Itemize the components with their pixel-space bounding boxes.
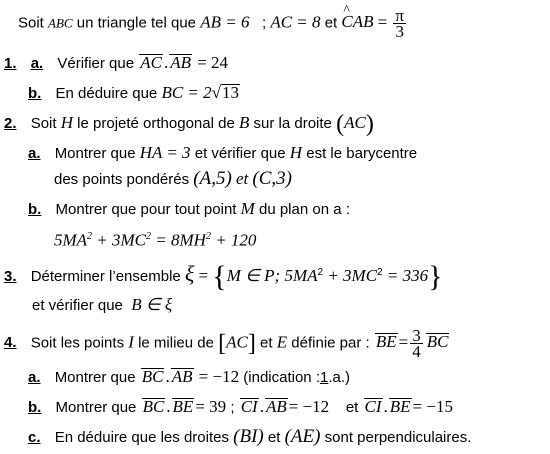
set-def-c: = 336 (382, 266, 429, 285)
sqrt-sign: √ (211, 83, 221, 102)
q1-a-label: a. (30, 55, 44, 72)
frac-num: 3 (412, 326, 421, 345)
q4-a-text: Montrer que (54, 369, 136, 386)
set-square-2: 2 (377, 267, 383, 278)
point-m: M (240, 199, 255, 218)
q2-text1: le projeté orthogonal de (77, 115, 235, 132)
weighted-point-c: (C,3) (252, 168, 292, 189)
dot-b2: . (259, 397, 264, 416)
q4-b-r3: = −15 (412, 397, 453, 416)
q4-b-semicolon: ; (230, 399, 235, 416)
set-def-b: + 3MC (323, 266, 378, 285)
vector-ci-b: CI (240, 397, 258, 416)
line-bi: (BI) (233, 426, 264, 447)
q1-b-text: En déduire que (55, 85, 158, 102)
q1-a-result: = 24 (197, 53, 229, 72)
vector-be: BE (375, 332, 397, 352)
q4-c-label: c. (28, 429, 41, 446)
q4-b-text: Montrer que (55, 399, 137, 416)
q3-line2 (32, 294, 172, 317)
vector-bc-a: BC (141, 367, 164, 386)
vector-ab: AB (170, 53, 192, 72)
q4-a-ind1: (indication : (243, 369, 320, 386)
point-e: E (276, 332, 288, 352)
q2-text2: sur la droite (253, 115, 332, 132)
q2-a-text2: et vérifier que (194, 145, 286, 162)
bc-equation: BC = 2 (161, 83, 212, 102)
paren-left: ( (336, 111, 345, 137)
q2-a-et: et (235, 169, 249, 188)
q2-a-label: a. (28, 145, 41, 162)
b-in-xi: B ∈ ξ (131, 295, 173, 314)
q2-line (4, 112, 374, 135)
set-xi: ξ (184, 261, 195, 286)
line-ac: AC (344, 113, 366, 132)
fraction-three-quarters (410, 328, 423, 359)
q2-a-line2-text: des points pondérés (54, 171, 190, 188)
square-exp-3: 2 (205, 231, 211, 242)
q4-b-label: b. (28, 399, 42, 416)
q2-a-text3: est le barycentre (306, 145, 418, 162)
q4-b-et: et (345, 399, 359, 416)
q4-line (4, 328, 450, 359)
q1-b-line (28, 82, 240, 105)
ha-equation: HA = 3 (139, 143, 191, 162)
q2-a-line2 (54, 168, 292, 191)
bracket-left: [ (218, 330, 227, 357)
triangle-name: ABC (48, 15, 73, 31)
q2-b-line1 (28, 198, 350, 221)
line-ae: (AE) (284, 426, 321, 447)
segment-ac: AC (226, 332, 248, 352)
q4-text3: définie par : (291, 334, 370, 352)
q4-a-ind2: 1 (320, 369, 329, 386)
vector-ab-b: AB (265, 397, 287, 416)
q4-b-r2: = −12 (288, 397, 330, 416)
frac-den: 4 (412, 342, 421, 361)
q4-a-label: a. (28, 369, 41, 386)
q2-b-text2: du plan on a : (258, 201, 350, 218)
intro-soit: Soit (18, 14, 44, 32)
q2-b-equation (54, 226, 256, 252)
q1-a-text: Vérifier que (57, 55, 135, 72)
q4-c-text1: En déduire que les droites (54, 429, 229, 446)
vector-ab-a: AB (171, 367, 193, 386)
point-h: H (60, 113, 73, 132)
q4-text1: Soit les points (30, 334, 125, 352)
q2-b-label: b. (28, 201, 42, 218)
q3-line1 (4, 260, 443, 293)
q2-number: 2. (4, 115, 17, 132)
dot-b1: . (166, 397, 171, 416)
vector-ci-b2: CI (364, 397, 382, 416)
vector-bc-b: BC (142, 397, 165, 416)
q2-a-line1 (28, 142, 417, 165)
paren-right: ) (365, 111, 374, 137)
q1-a-line (4, 52, 228, 75)
square-exp-1: 2 (87, 231, 93, 242)
brace-left: { (212, 260, 227, 293)
vector-be-b: BE (172, 397, 194, 416)
point-b: B (238, 113, 250, 132)
q2-b-text: Montrer que pour tout point (55, 201, 237, 218)
pi-denominator: 3 (395, 22, 404, 41)
intro-eq: = (377, 12, 388, 32)
eq-term-3mc: + 3MC (92, 230, 147, 250)
set-def-a: M ∈ P; 5MA (226, 266, 318, 285)
intro-et: et (324, 14, 338, 32)
intro-text: un triangle tel que (76, 14, 197, 32)
q4-b-r1: = 39 (195, 397, 227, 416)
vector-be-b2: BE (389, 397, 411, 416)
brace-right: } (428, 260, 443, 293)
q3-line2-text: et vérifier que (32, 297, 123, 314)
vector-bc: BC (426, 332, 449, 352)
q4-b-line (28, 396, 453, 419)
q1-b-label: b. (28, 85, 42, 102)
point-i: I (128, 332, 134, 352)
angle-cab: ^ CAB (341, 11, 373, 33)
q3-text: Déterminer l’ensemble (30, 268, 181, 285)
q1-number: 1. (4, 55, 17, 72)
ac-equation: AC = 8 (270, 12, 321, 32)
q4-a-line (28, 366, 350, 389)
q3-eq: = (198, 266, 209, 285)
square-exp-2: 2 (146, 231, 152, 242)
q4-eq: = (398, 332, 409, 352)
q4-number: 4. (4, 334, 17, 352)
dot-a: . (165, 367, 170, 386)
q4-a-ind3: .a.) (328, 369, 351, 386)
set-square-1: 2 (317, 267, 324, 278)
eq-term-5ma: 5MA (54, 230, 88, 250)
q2-soit: Soit (30, 115, 57, 132)
q4-c-et: et (267, 429, 281, 446)
q4-c-line (28, 426, 471, 449)
q3-number: 3. (4, 268, 17, 285)
ab-equation: AB = 6 (200, 12, 250, 32)
pi-over-three (393, 8, 406, 39)
vector-ac: AC (140, 53, 162, 72)
eq-term-120: + 120 (210, 230, 257, 250)
sqrt-radicand: 13 (221, 83, 239, 102)
dot-operator: . (164, 53, 169, 72)
eq-term-8mh: = 8MH (151, 230, 206, 250)
q4-a-result: = −12 (198, 367, 240, 386)
intro-line (18, 8, 408, 39)
pi-numerator: π (395, 6, 405, 25)
intro-semicolon: ; (261, 14, 267, 32)
dot-b3: . (383, 397, 388, 416)
point-h-2: H (289, 143, 303, 162)
q4-et: et (260, 334, 273, 352)
q2-a-text1: Montrer que (54, 145, 136, 162)
weighted-point-a: (A,5) (193, 168, 232, 189)
q4-c-text2: sont perpendiculaires. (324, 429, 472, 446)
bracket-right: ] (247, 330, 256, 357)
q4-text2: le milieu de (138, 334, 214, 352)
